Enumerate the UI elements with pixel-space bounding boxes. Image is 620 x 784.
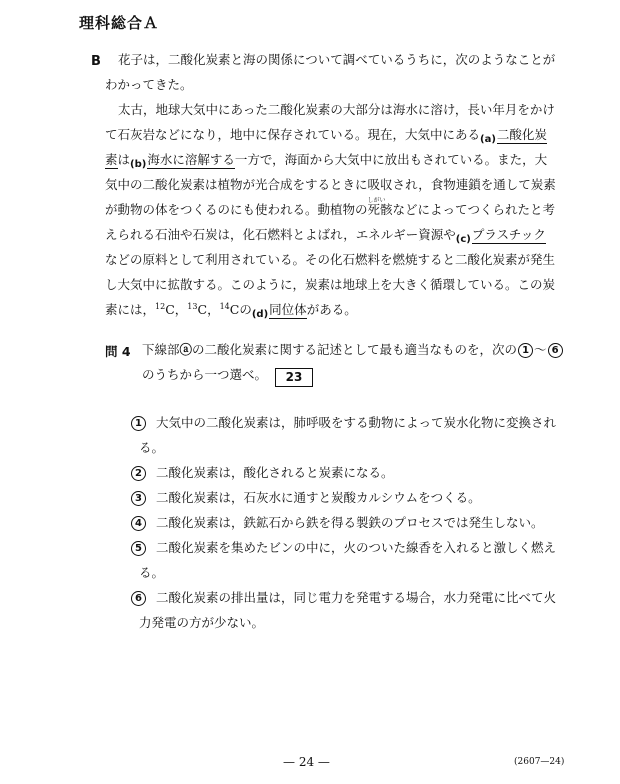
option-text-line-1: 二酸化炭素は，酸化されると炭素になる。 [156, 465, 394, 480]
body-line-9-end: がある。 [306, 302, 357, 317]
option-2 [130, 460, 560, 485]
body-line-9-pre: 素には， [105, 302, 156, 317]
particle-ha: は [117, 152, 131, 167]
body-line-7: などの原料として利用されている。その化石燃料を燃焼すると二酸化炭素が発生 [105, 252, 556, 267]
option-text-line-1: 二酸化炭素の排出量は，同じ電力を発電する場合，水力発電に比べて火 [156, 590, 557, 605]
body-line-2 [105, 122, 550, 149]
option-text-line-1: 二酸化炭素は，鉄鉱石から鉄を得る製鉄のプロセスでは発生しない。 [156, 515, 544, 530]
body-line-8: し大気中に拡散する。このように，炭素は地球上を大きく循環している。この炭 [105, 277, 556, 292]
isotope-13-mass: 13 [187, 302, 198, 311]
range-tilde: ～ [534, 342, 547, 357]
intro-line-2: わかってきた。 [105, 77, 193, 92]
page-number: — 24 — [283, 755, 330, 769]
body-line-3 [105, 147, 550, 174]
option-number: 4 [131, 516, 146, 531]
question-line-1 [142, 337, 559, 362]
body-line-6-text: えられる石油や石炭は，化石燃料とよばれ，エネルギー資源や [105, 227, 456, 242]
page-header-title: 理科総合Ａ [79, 14, 160, 32]
option-1 [130, 410, 560, 460]
body-line-2-text: て石灰岩などになり，地中に保存されている。現在，大気中にある [105, 127, 481, 142]
underline-marker-c: (c) [455, 234, 471, 245]
option-text-line-1: 大気中の二酸化炭素は，肺呼吸をする動物によって炭水化物に変換され [156, 415, 557, 430]
option-6 [130, 585, 560, 635]
underlined-term-d: 同位体 [269, 302, 307, 317]
option-text-line-2: 力発電の方が少ない。 [139, 615, 265, 630]
body-line-9 [105, 297, 550, 324]
section-letter: B [91, 54, 101, 69]
question-label: 問 4 [105, 344, 131, 359]
intro-line-1: 花子は，二酸化炭素と海の関係について調べているうちに，次のようなことが [118, 52, 556, 67]
option-number: 6 [131, 591, 146, 606]
isotope-13-symbol: C [197, 302, 208, 317]
option-number: 5 [131, 541, 146, 556]
body-line-3-rest: 一方で，海面から大気中に放出もされている。また，大 [234, 152, 548, 167]
option-number: 2 [131, 466, 146, 481]
body-line-1: 太古，地球大気中にあった二酸化炭素の大部分は海水に溶け，長い年月をかけ [118, 102, 555, 117]
body-line-5-rest: などによってつくられたと考 [392, 202, 556, 217]
option-3 [130, 485, 560, 510]
document-code: (2607—24) [514, 757, 565, 767]
question-mark-a: ⓐ [179, 342, 193, 357]
option-number: 1 [131, 416, 146, 431]
underline-marker-d: (d) [251, 309, 269, 320]
option-text-line-2: る。 [139, 565, 165, 580]
isotope-12-symbol: C [165, 302, 175, 317]
option-5 [130, 535, 560, 585]
ruby-base: 死骸 [367, 202, 393, 217]
body-line-5 [105, 197, 556, 222]
question-line-2 [142, 362, 552, 387]
body-line-4: 気中の二酸化炭素は植物が光合成をするときに吸収され，食物連鎖を通して炭素 [105, 177, 556, 192]
option-text-line-2: る。 [139, 440, 165, 455]
underlined-term-b: 海水に溶解する [147, 152, 235, 167]
range-start-number: 1 [518, 343, 533, 358]
body-line-6 [105, 222, 550, 249]
underlined-term-a-cont: 素 [105, 152, 118, 167]
separator-1: ， [174, 302, 188, 317]
underlined-term-a: 二酸化炭 [496, 127, 547, 142]
isotope-14-symbol: C [229, 302, 240, 317]
ruby-word [368, 197, 393, 222]
option-text-line-1: 二酸化炭素を集めたビンの中に，火のついた線香を入れると激しく燃え [156, 540, 557, 555]
isotope-14-mass: 14 [219, 302, 230, 311]
range-end-number: 6 [548, 343, 563, 358]
ruby-reading: しがい [367, 197, 386, 204]
isotope-12-mass: 12 [155, 302, 166, 311]
separator-2: ， [207, 302, 220, 317]
question-text-a: 下線部 [142, 342, 180, 357]
body-line-5-text: が動物の体をつくるのにも使われる。動植物の [105, 202, 368, 217]
underline-marker-a: (a) [480, 134, 496, 145]
option-text-line-1: 二酸化炭素は，石灰水に通すと炭酸カルシウムをつくる。 [156, 490, 481, 505]
particle-no: の [239, 302, 252, 317]
question-text-2: のうちから一つ選べ。 [142, 367, 268, 382]
underline-marker-b: (b) [130, 159, 147, 170]
underlined-term-c: プラスチック [471, 227, 546, 242]
option-number: 3 [131, 491, 146, 506]
option-4 [130, 510, 560, 535]
answer-number-box: 23 [275, 368, 313, 387]
question-text-b: の二酸化炭素に関する記述として最も適当なものを，次の [192, 342, 518, 357]
